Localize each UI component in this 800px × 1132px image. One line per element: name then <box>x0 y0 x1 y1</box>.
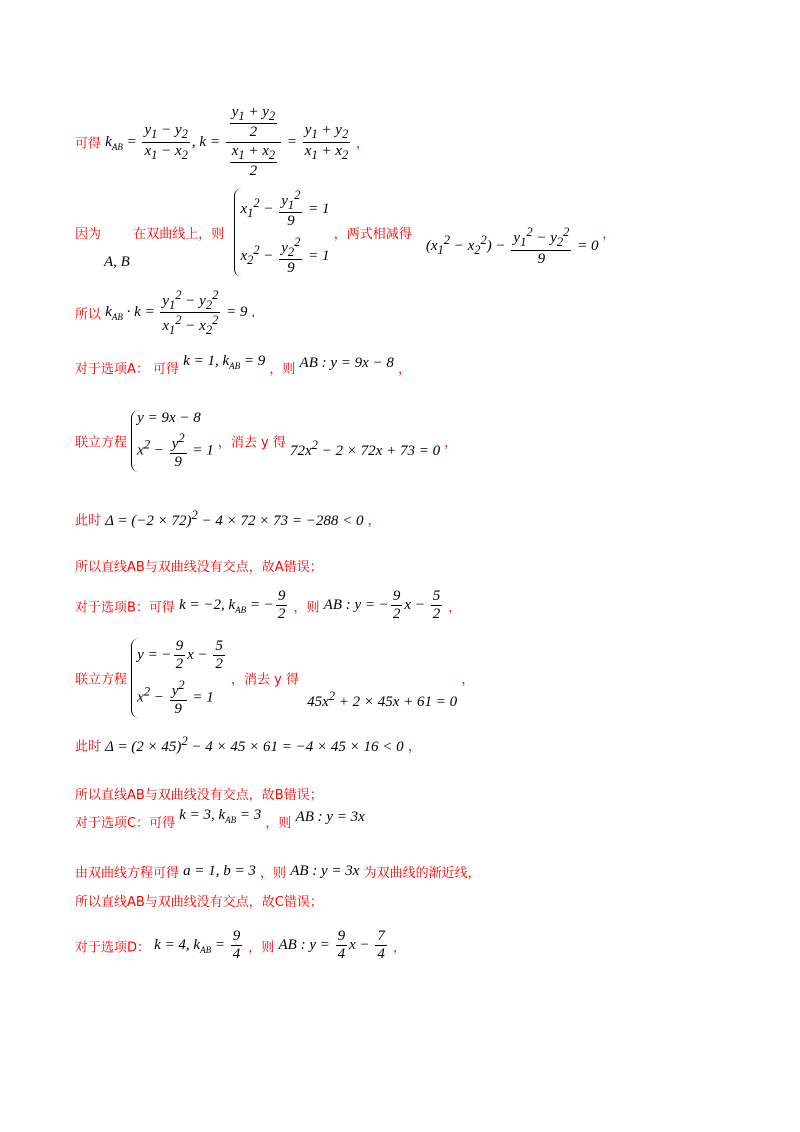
option-a-discriminant: $\Delta = (-2 \times 72)^2 - 4 \times 72 \times 73 = -288 < 0$ <box>105 508 364 529</box>
option-b-discriminant-line <box>75 734 421 756</box>
option-a-quadratic: $72x^2 - 2 \times 72x + 73 = 0$ <box>290 437 441 459</box>
line-suffix: ， <box>355 136 369 152</box>
line-mid: ，消去 y 得 <box>217 435 286 451</box>
option-d-values: k = 4, $k_{AB}$ = $\frac{9}{4}$ <box>154 928 241 963</box>
line-label: 联立方程 <box>75 672 128 688</box>
line-suffix: 为双曲线的渐近线， <box>363 866 481 881</box>
line-label-a: 因为 <box>75 227 102 243</box>
option-c-line-eq: AB : y = 3x <box>295 809 365 825</box>
line-label-b: 在双曲线上，则 <box>133 227 225 243</box>
line-label: 联立方程 <box>75 435 128 451</box>
option-b-values: k = −2, $k_{AB}$ = − $\frac{9}{2}$ <box>179 588 286 623</box>
option-a-conclusion: 所以直线AB与双曲线没有交点，故A错误； <box>75 560 323 575</box>
line-suffix: ， <box>444 435 458 451</box>
line-suffix: ， <box>448 600 462 616</box>
slope-formula: $k_{AB}$ = $\frac{y_1 - y_2}{x_1 - x_2}$ , k = $\frac{\frac{y_1 + y_2}{2}}{\frac{x_1 + x_2}{2}}$ = $\frac{y_1 + y_2}{x_1 + x_2}$ <box>105 104 349 179</box>
option-b-system: y = − $\frac{9}{2}$ x − $\frac{5}{2}$ $x^2$ − $\frac{y^2}{9}$ = 1 <box>131 638 227 718</box>
line-mid: ，则 <box>265 816 292 831</box>
line-mid: ，两式相减得 <box>333 227 412 243</box>
option-b-line-eq: AB : y = − $\frac{9}{2}$ x − $\frac{5}{2}$ <box>323 588 441 623</box>
line-label: 对于选项A： 可得 <box>75 362 180 377</box>
line-mid: ，消去 y 得 <box>230 672 299 688</box>
option-a-values: k = 1, $k_{AB} = 9$ <box>183 352 266 371</box>
line-label: 此时 <box>75 739 102 755</box>
option-b-quadratic: $45x^2 + 2 \times 45x + 61 = 0$ <box>307 689 458 710</box>
line-label: 可得 <box>75 136 102 152</box>
line-suffix: ， <box>393 940 407 956</box>
option-a-discriminant-line <box>75 508 381 530</box>
hyperbola-system: $x_1^2$ − $\frac{y_1^2}{9}$ = 1 $x_2^2$ − $\frac{y_2^2}{9}$ = 1 <box>234 188 329 277</box>
slope-product: $k_{AB} \cdot k$ = $\frac{y_1^2 - y_2^2}{x_1^2 - x_2^2}$ = 9 <box>105 288 252 338</box>
hyperbola-params: a = 1, b = 3 <box>183 863 256 879</box>
line-suffix: ， <box>407 739 421 755</box>
line-label: 对于选项B：可得 <box>75 600 175 616</box>
line-mid: ，则 <box>293 600 320 616</box>
line-suffix: ， <box>398 362 412 377</box>
line-label: 对于选项C：可得 <box>75 816 176 831</box>
option-d-line-eq: AB : y = $\frac{9}{4}$ x − $\frac{7}{4}$ <box>278 928 385 963</box>
line-suffix: ， <box>367 513 381 529</box>
option-b-conclusion: 所以直线AB与双曲线没有交点，故B错误； <box>75 788 323 803</box>
option-c-values: k = 3, $k_{AB} = 3$ <box>179 806 262 825</box>
line-label: 此时 <box>75 513 102 529</box>
line-mid: ，则 <box>269 362 296 377</box>
option-a-line <box>75 352 412 377</box>
line-label: 所以 <box>75 307 102 323</box>
line-suffix: ， <box>602 227 616 243</box>
derivation-line-1 <box>75 104 369 180</box>
line-suffix: ， <box>461 672 475 688</box>
option-a-system-line <box>75 410 457 472</box>
option-a-line-eq: AB : y = 9x − 8 <box>299 355 394 371</box>
derivation-line-3 <box>75 288 255 338</box>
points-ab: A, B <box>104 254 130 270</box>
line-mid: ，则 <box>248 940 275 956</box>
option-b-discriminant: $\Delta = (2 \times 45)^2 - 4 \times 45 \times 61 = -4 \times 45 \times 16 < 0$ <box>105 734 404 755</box>
line-label: 对于选项D： <box>75 940 151 956</box>
subtracted-equation: $(x_1^2 - x_2^2)$ − $\frac{y_1^2 - y_2^2}{9}$ = 0 <box>425 225 603 267</box>
option-c-asymptote-eq: AB : y = 3x <box>290 863 360 879</box>
option-a-system: y = 9x − 8 $x^2$ − $\frac{y^2}{9}$ = 1 <box>131 410 214 472</box>
option-c-conclusion: 所以直线AB与双曲线没有交点，故C错误； <box>75 895 323 910</box>
line-label: 由双曲线方程可得 <box>75 866 180 881</box>
line-mid: ，则 <box>260 866 287 881</box>
line-suffix: . <box>251 305 256 321</box>
asymptote-line <box>75 862 481 881</box>
option-b-system-line <box>75 638 474 718</box>
option-d-line <box>75 928 406 964</box>
option-b-line <box>75 588 461 624</box>
derivation-line-2 <box>75 188 615 277</box>
option-c-line <box>75 806 365 831</box>
